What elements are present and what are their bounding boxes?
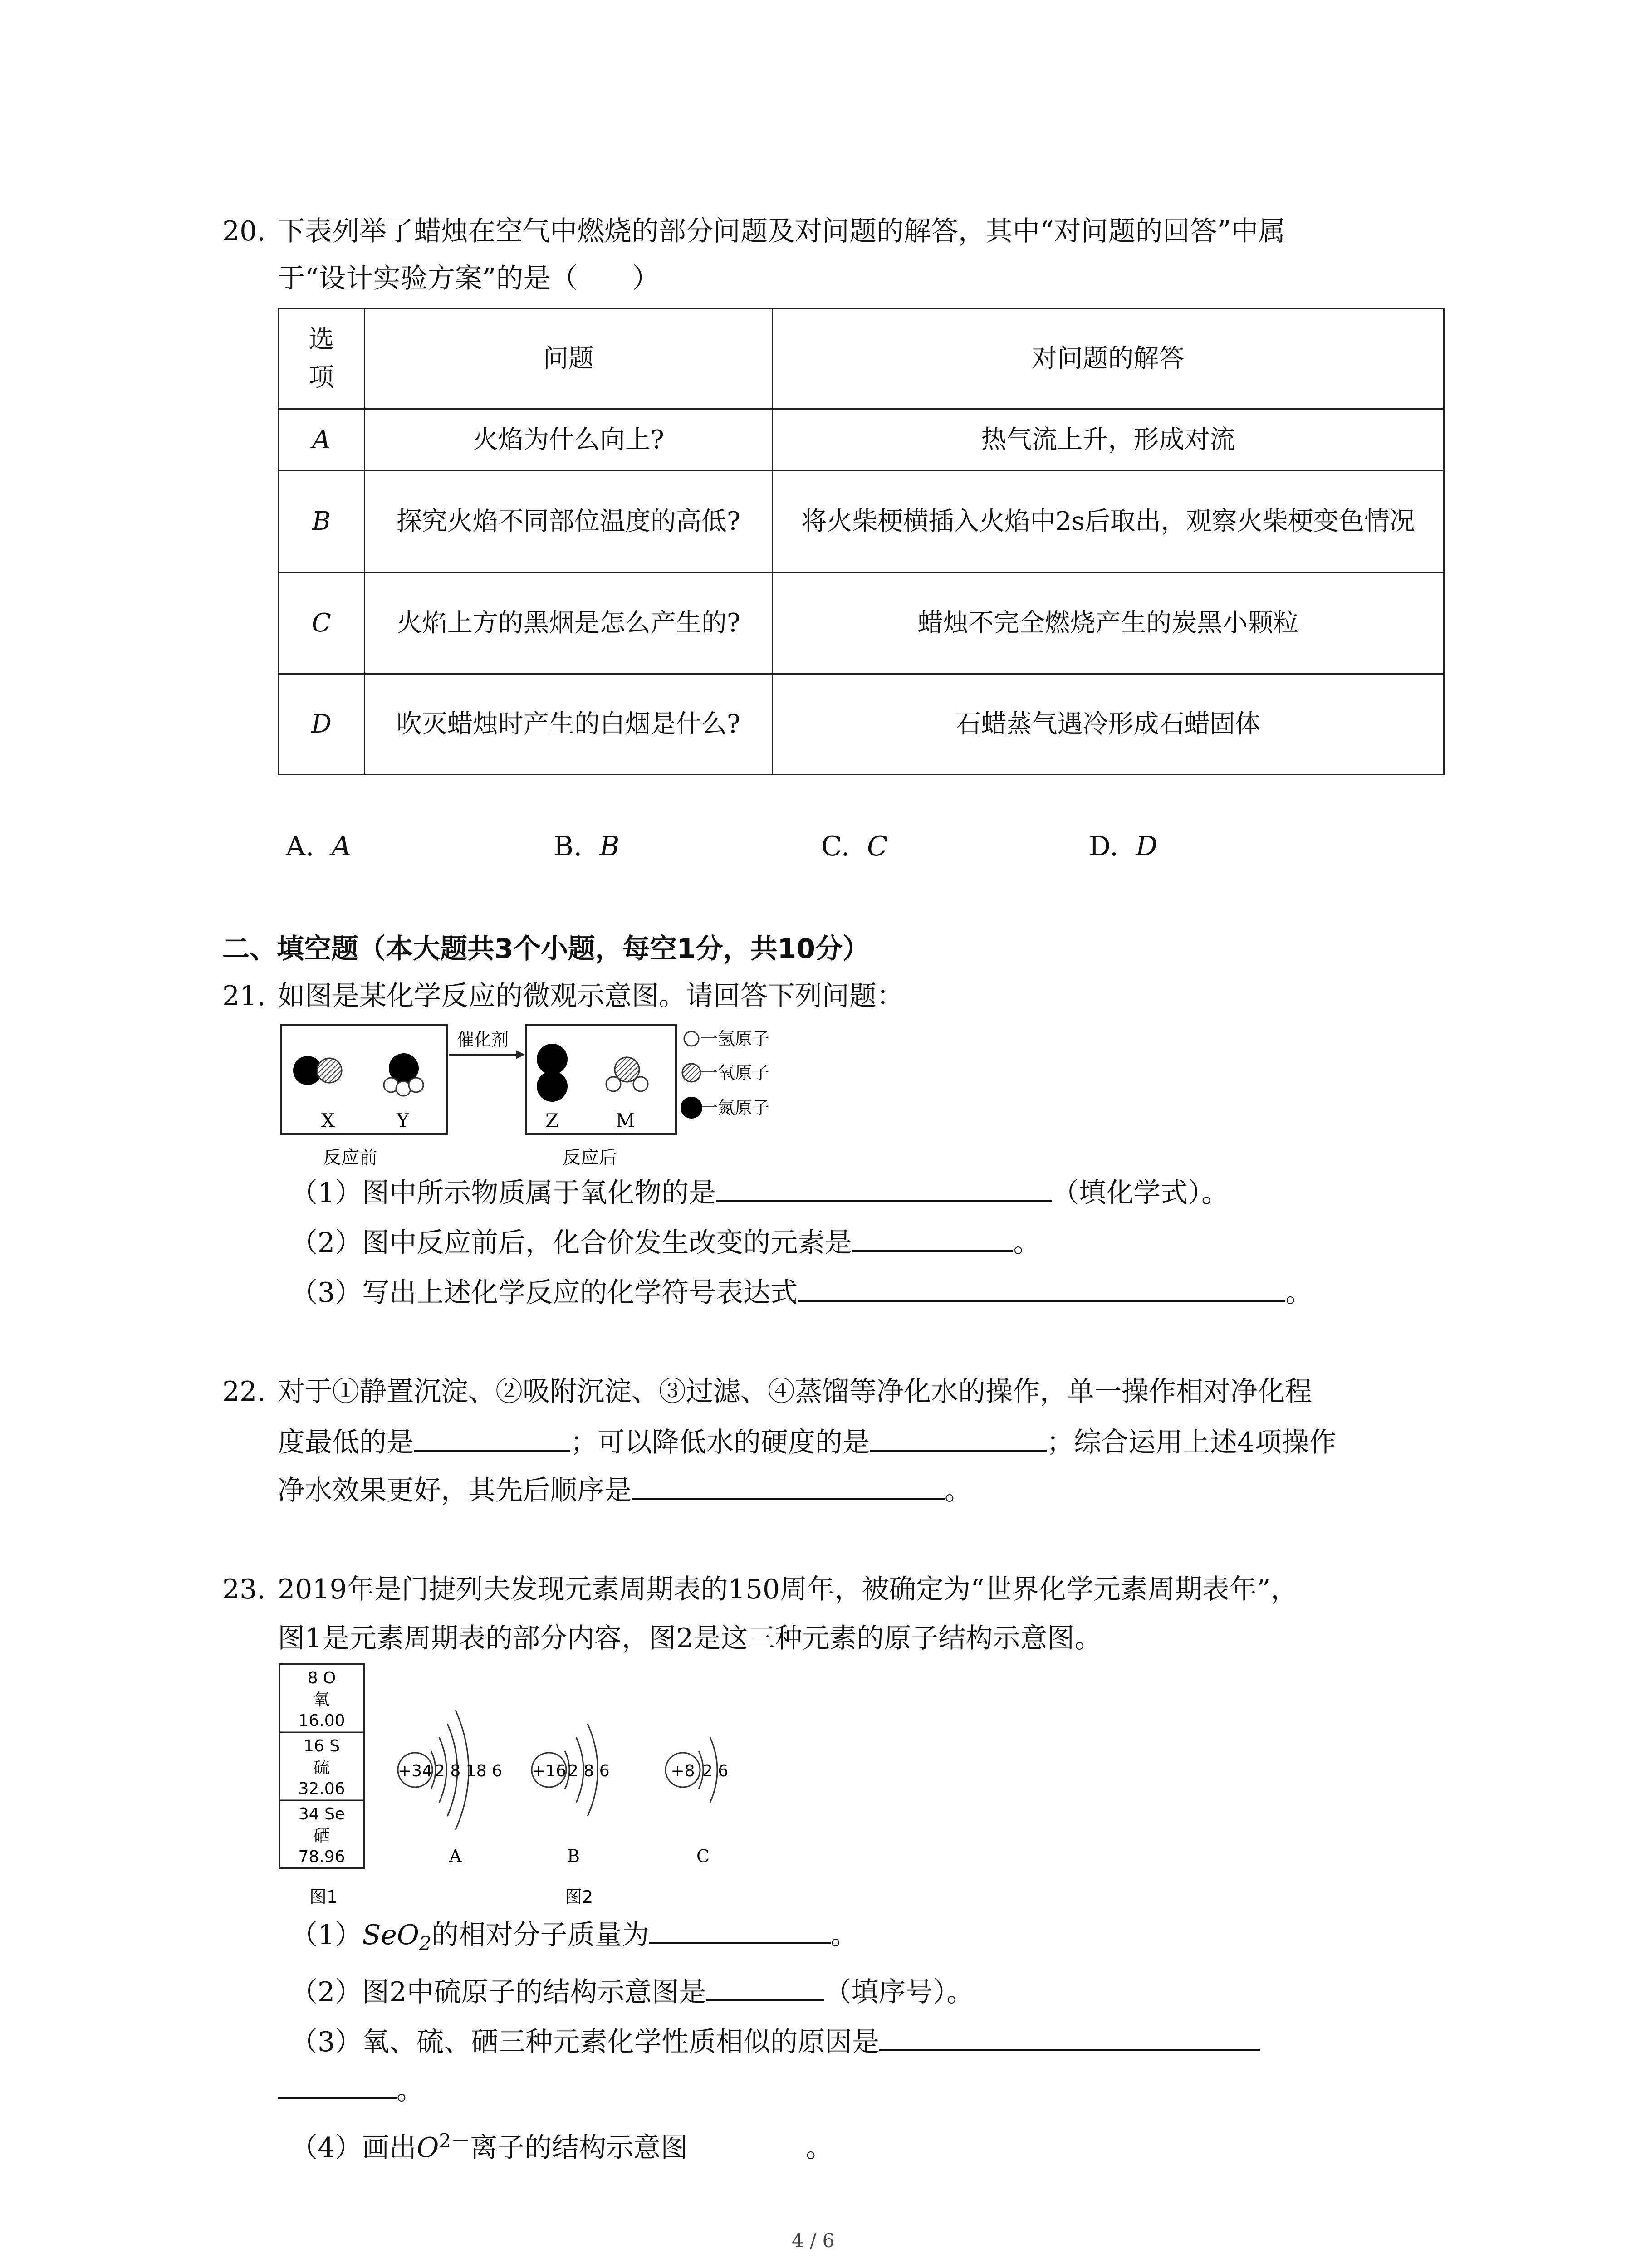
- row-question: 火焰为什么向上?: [364, 409, 772, 471]
- answer-blank[interactable]: [879, 2024, 1260, 2051]
- q22-line2: 度最低的是 ；可以降低水的硬度的是 ；综合运用上述4项操作: [278, 1424, 1336, 1459]
- choice-d[interactable]: D. D: [1089, 831, 1158, 862]
- table-row: [279, 471, 1444, 572]
- choice-c[interactable]: C. C: [821, 831, 888, 862]
- q21-stem: 如图是某化学反应的微观示意图。请回答下列问题：: [278, 980, 904, 1012]
- hydrogen-atom: [633, 1077, 648, 1091]
- row-answer: 石蜡蒸气遇冷形成石蜡固体: [772, 674, 1444, 775]
- q20-number: 20.: [222, 215, 266, 247]
- answer-blank[interactable]: [798, 1275, 1285, 1302]
- shells-b: 2 8 6: [568, 1762, 610, 1780]
- section2-title: 二、填空题（本大题共3个小题，每空1分，共10分）: [222, 933, 870, 965]
- q23-number: 23.: [222, 1574, 266, 1605]
- row-answer: 蜡烛不完全燃烧产生的炭黑小颗粒: [772, 572, 1444, 674]
- answer-blank[interactable]: [278, 2072, 397, 2099]
- q23-part1: （1）SeO$_2$的相对分子质量为 。: [290, 1917, 858, 1960]
- q20-stem-line2: 于“设计实验方案”的是（ ）: [278, 263, 660, 294]
- arrow-head: [516, 1050, 525, 1059]
- reaction-diagram: [278, 1021, 799, 1170]
- q23-line1: 2019年是门捷列夫发现元素周期表的150周年，被确定为“世界化学元素周期表年”，: [278, 1574, 1298, 1605]
- fig2-caption: 图2: [565, 1887, 593, 1907]
- q21-part1: （1）图中所示物质属于氧化物的是 （填化学式）。: [290, 1175, 1229, 1209]
- cell-selenium-mass: 78.96: [298, 1848, 345, 1866]
- table-row: [279, 674, 1444, 775]
- atomic-structure-figure: [386, 1678, 794, 1914]
- cell-selenium-number: 34 Se: [298, 1805, 345, 1823]
- row-question: 火焰上方的黑烟是怎么产生的?: [364, 572, 772, 674]
- cell-oxygen-name: 氧: [313, 1691, 330, 1709]
- legend-oxygen-icon: [682, 1064, 700, 1082]
- shells-a: 2 8 18 6: [435, 1762, 502, 1780]
- catalyst-label: 催化剂: [457, 1030, 509, 1050]
- legend-oxygen: 一氧原子: [700, 1063, 770, 1083]
- atom-label-c: C: [696, 1846, 710, 1866]
- atom-label-a: A: [449, 1846, 462, 1866]
- cell-sulfur-mass: 32.06: [298, 1779, 345, 1798]
- answer-blank[interactable]: [716, 1175, 1052, 1202]
- q20-stem-line1: 下表列举了蜡烛在空气中燃烧的部分问题及对问题的解答，其中“对问题的回答”中属: [278, 215, 1286, 247]
- label-x: X: [321, 1110, 335, 1132]
- row-question: 探究火焰不同部位温度的高低?: [364, 471, 772, 572]
- table-row: [279, 409, 1444, 471]
- cell-oxygen-number: 8 O: [307, 1669, 336, 1687]
- nucleus-b-charge: +16: [532, 1762, 566, 1780]
- label-z: Z: [545, 1110, 559, 1132]
- header-question: 问题: [364, 308, 772, 409]
- choice-b[interactable]: B. B: [554, 831, 620, 862]
- q21-part2: （2）图中反应前后，化合价发生改变的元素是 。: [290, 1225, 1040, 1259]
- hydrogen-atom: [409, 1078, 423, 1092]
- header-answer: 对问题的解答: [772, 308, 1444, 409]
- shells-c: 2 6: [702, 1762, 729, 1780]
- legend-nitrogen-icon: [681, 1097, 702, 1119]
- table-row: [279, 572, 1444, 674]
- q22-number: 22.: [222, 1376, 266, 1408]
- periodic-table-figure: [278, 1662, 377, 1916]
- row-option: D: [279, 674, 365, 775]
- cell-selenium-name: 硒: [313, 1827, 330, 1845]
- q23-line2: 图1是元素周期表的部分内容，图2是这三种元素的原子结构示意图。: [278, 1623, 1102, 1654]
- q21-part3: （3）写出上述化学反应的化学符号表达式 。: [290, 1275, 1313, 1309]
- q23-part3-cont: 。: [278, 2072, 424, 2107]
- q22-line1: 对于①静置沉淀、②吸附沉淀、③过滤、④蒸馏等净化水的操作，单一操作相对净化程: [278, 1376, 1312, 1408]
- legend-hydrogen-icon: [684, 1031, 699, 1046]
- answer-blank[interactable]: [649, 1917, 831, 1944]
- legend-hydrogen: 一氢原子: [700, 1029, 770, 1049]
- page-number: 4 / 6: [792, 2229, 835, 2252]
- choice-a[interactable]: A. A: [286, 831, 351, 862]
- fig1-caption: 图1: [309, 1887, 338, 1907]
- nucleus-c-charge: +8: [671, 1762, 695, 1780]
- q20-table-header-row: [279, 308, 1444, 409]
- answer-blank[interactable]: [632, 1472, 945, 1500]
- nitrogen-atom: [537, 1044, 568, 1075]
- cell-sulfur-number: 16 S: [303, 1737, 340, 1755]
- row-option: C: [279, 572, 365, 674]
- nucleus-a-charge: +34: [398, 1762, 432, 1780]
- label-y: Y: [397, 1110, 409, 1132]
- answer-blank[interactable]: [870, 1424, 1047, 1452]
- legend-nitrogen: 一氮原子: [700, 1098, 770, 1118]
- row-option: B: [279, 471, 365, 572]
- header-option: 选项: [279, 308, 365, 409]
- cell-sulfur-name: 硫: [313, 1759, 330, 1777]
- row-option: A: [279, 409, 365, 471]
- answer-blank[interactable]: [706, 1974, 824, 2001]
- before-caption: 反应前: [323, 1147, 377, 1168]
- nitrogen-atom: [537, 1071, 568, 1102]
- q23-part2: （2）图2中硫原子的结构示意图是 （填序号）。: [290, 1974, 974, 2009]
- row-answer: 热气流上升，形成对流: [772, 409, 1444, 471]
- row-answer: 将火柴梗横插入火焰中2s后取出，观察火柴梗变色情况: [772, 471, 1444, 572]
- q23-part3: （3）氧、硫、硒三种元素化学性质相似的原因是: [290, 2024, 1260, 2058]
- answer-blank[interactable]: [414, 1424, 570, 1452]
- oxygen-atom: [317, 1058, 342, 1083]
- q22-line3: 净水效果更好，其先后顺序是 。: [278, 1472, 972, 1507]
- q21-number: 21.: [222, 980, 266, 1012]
- after-caption: 反应后: [563, 1147, 617, 1168]
- answer-blank[interactable]: [852, 1225, 1013, 1252]
- row-question: 吹灭蜡烛时产生的白烟是什么?: [364, 674, 772, 775]
- hydrogen-atom: [606, 1077, 621, 1091]
- q20-table: [278, 308, 1445, 775]
- q23-part4: （4）画出$O^{2-}$离子的结构示意图 。: [290, 2130, 833, 2164]
- cell-oxygen-mass: 16.00: [298, 1711, 345, 1730]
- atom-label-b: B: [567, 1846, 580, 1866]
- label-m: M: [616, 1110, 636, 1132]
